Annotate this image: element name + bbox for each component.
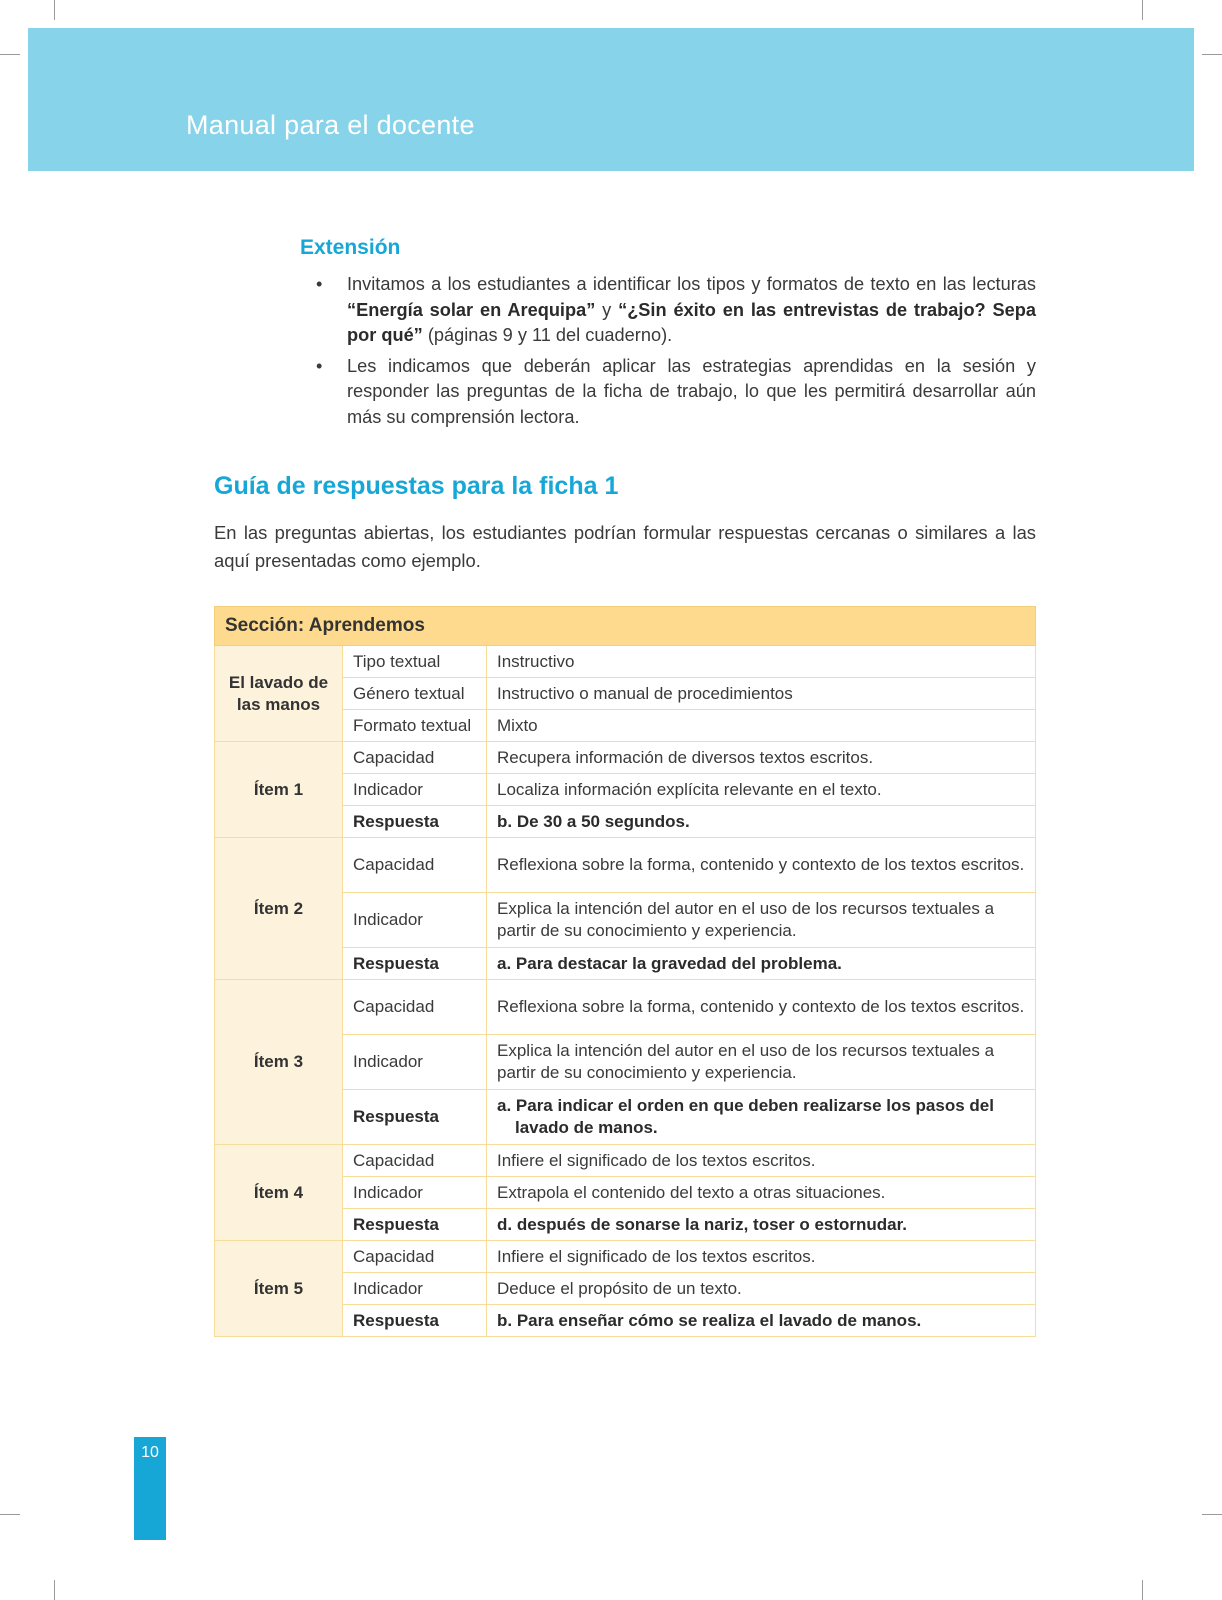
answer-value — [487, 1090, 1036, 1145]
row-value: Infiere el significado de los textos escritos. — [487, 1241, 1036, 1273]
bullet-text: (páginas 9 y 11 del cuaderno). — [422, 325, 673, 345]
item-cell: Ítem 2 — [215, 838, 343, 980]
extension-list — [316, 272, 1036, 435]
list-item — [316, 354, 1036, 431]
row-label: Indicador — [343, 1273, 487, 1305]
table-header-row — [215, 607, 1036, 646]
row-label: Respuesta — [343, 806, 487, 838]
crop-mark — [1202, 54, 1222, 55]
table-row — [215, 742, 1036, 774]
row-label: Respuesta — [343, 1209, 487, 1241]
item-cell: Ítem 1 — [215, 742, 343, 838]
row-label: Indicador — [343, 1035, 487, 1090]
row-label: Capacidad — [343, 980, 487, 1035]
crop-mark — [54, 1580, 55, 1600]
row-label: Género textual — [343, 678, 487, 710]
answers-table — [214, 606, 1036, 1337]
row-value: Reflexiona sobre la forma, contenido y contexto de los textos escritos. — [487, 980, 1036, 1035]
row-label: Respuesta — [343, 948, 487, 980]
row-value: Mixto — [487, 710, 1036, 742]
answer-value: a. Para destacar la gravedad del problema. — [487, 948, 1036, 980]
row-value: Deduce el propósito de un texto. — [487, 1273, 1036, 1305]
item-cell: Ítem 4 — [215, 1145, 343, 1241]
page-header-title: Manual para el docente — [186, 110, 475, 140]
crop-mark — [0, 1514, 20, 1515]
section-header: Sección: Aprendemos — [215, 607, 1036, 646]
answer-value: b. De 30 a 50 segundos. — [487, 806, 1036, 838]
table-row — [215, 980, 1036, 1035]
answer-value: d. después de sonarse la nariz, toser o estornudar. — [487, 1209, 1036, 1241]
table-row — [215, 1241, 1036, 1273]
extension-title: Extensión — [300, 236, 401, 259]
header-band — [28, 28, 1194, 171]
row-label: Indicador — [343, 1177, 487, 1209]
row-value: Localiza información explícita relevante en el texto. — [487, 774, 1036, 806]
row-value: Instructivo o manual de procedimientos — [487, 678, 1036, 710]
row-value: Explica la intención del autor en el uso de los recursos textuales a partir de su conocimiento y experiencia. — [487, 893, 1036, 948]
row-label: Capacidad — [343, 838, 487, 893]
bullet-icon: • — [316, 355, 323, 376]
row-value: Extrapola el contenido del texto a otras situaciones. — [487, 1177, 1036, 1209]
crop-mark — [1142, 1580, 1143, 1600]
crop-mark — [1202, 1514, 1222, 1515]
crop-mark — [1142, 0, 1143, 20]
row-label: Respuesta — [343, 1305, 487, 1337]
answer-line: a. Para indicar el orden en que deben realizarse los pasos del — [497, 1096, 994, 1115]
answer-value: b. Para enseñar cómo se realiza el lavado de manos. — [487, 1305, 1036, 1337]
intro-paragraph: En las preguntas abiertas, los estudiantes podrían formular respuestas cercanas o similares a las aquí presentadas como ejemplo. — [214, 522, 1036, 571]
item-cell: Ítem 5 — [215, 1241, 343, 1337]
item-cell: Ítem 3 — [215, 980, 343, 1145]
crop-mark — [0, 54, 20, 55]
row-value: Instructivo — [487, 646, 1036, 678]
row-value: Reflexiona sobre la forma, contenido y contexto de los textos escritos. — [487, 838, 1036, 893]
reading-title: “¿Sin éxito en las entrevistas de trabajo? Sepa por qué” — [347, 299, 1036, 345]
page-number: 10 — [141, 1444, 159, 1461]
row-value: Explica la intención del autor en el uso de los recursos textuales a partir de su conocimiento y experiencia. — [487, 1035, 1036, 1090]
table-row — [215, 838, 1036, 893]
row-label: Formato textual — [343, 710, 487, 742]
table-row — [215, 1145, 1036, 1177]
row-label: Indicador — [343, 774, 487, 806]
section-title: Guía de respuestas para la ficha 1 — [214, 472, 619, 500]
row-label: Capacidad — [343, 1145, 487, 1177]
table-row — [215, 646, 1036, 678]
answer-line: lavado de manos. — [515, 1118, 658, 1137]
bullet-text: y — [595, 299, 619, 320]
group-cell: El lavado de las manos — [215, 646, 343, 742]
reading-title: “Energía solar en Arequipa” — [347, 299, 596, 320]
row-value: Infiere el significado de los textos escritos. — [487, 1145, 1036, 1177]
row-label: Capacidad — [343, 742, 487, 774]
row-value: Recupera información de diversos textos escritos. — [487, 742, 1036, 774]
bullet-text: Invitamos a los estudiantes a identificar los tipos y formatos de texto en las lecturas — [347, 274, 1036, 294]
row-label: Respuesta — [343, 1090, 487, 1145]
crop-mark — [54, 0, 55, 20]
list-item — [316, 272, 1036, 349]
row-label: Tipo textual — [343, 646, 487, 678]
bullet-icon: • — [316, 274, 323, 294]
row-label: Capacidad — [343, 1241, 487, 1273]
row-label: Indicador — [343, 893, 487, 948]
bullet-text: Les indicamos que deberán aplicar las estrategias aprendidas en la sesión y responder las preguntas de la ficha de trabajo, lo que les permitirá desarrollar aún más su comprensión lectora. — [347, 355, 1036, 427]
